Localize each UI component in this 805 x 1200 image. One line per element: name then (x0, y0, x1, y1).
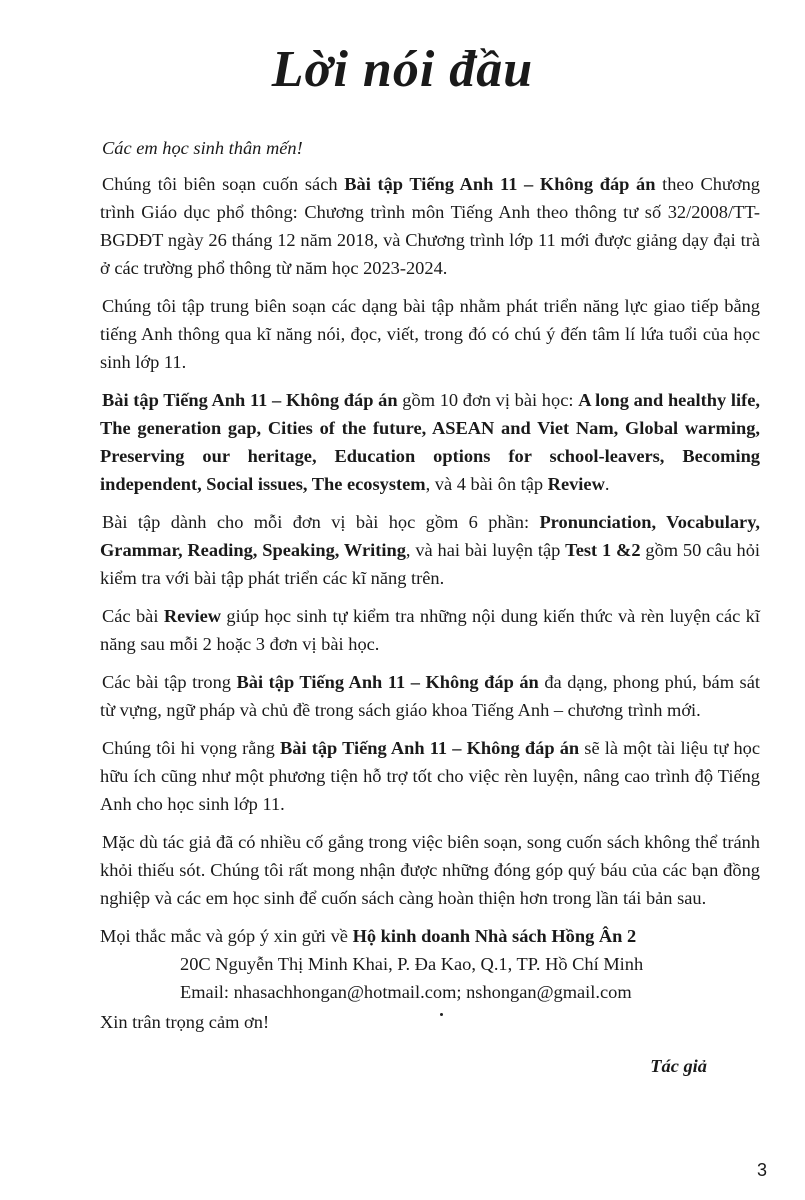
paragraph-5 (100, 602, 760, 658)
book-title-bold: Bài tập Tiếng Anh 11 – Không đáp án (344, 174, 656, 194)
test-bold: Test 1 &2 (565, 540, 641, 560)
unit-list-bold: A long and healthy life, The generation gap, Cities of the future, ASEAN and Viet Nam, Global warming, Preserving our heritage, Education options for school-leavers, Becoming independent, Social issues, The ecosystem (100, 390, 761, 494)
paragraph-6 (100, 668, 760, 724)
paragraph-1 (100, 170, 760, 282)
paragraph-3 (100, 386, 760, 498)
contact-intro-text: Mọi thắc mắc và góp ý xin gửi về (100, 926, 353, 946)
page-number: 3 (756, 1160, 767, 1180)
paragraph-6-text-a: Các bài tập trong (102, 672, 237, 692)
greeting: Các em học sinh thân mến! (102, 138, 303, 158)
paragraph-5-text-a: Các bài (102, 606, 164, 626)
book-title-bold: Bài tập Tiếng Anh 11 – Không đáp án (102, 390, 398, 410)
paragraph-3-text-f: . (604, 474, 610, 494)
page-title: Lời nói đầu (271, 41, 534, 98)
preface-body (100, 134, 760, 1036)
paragraph-4-text-e: gồm 50 câu hỏi kiểm tra với bài tập phát triển các kĩ năng trên. (100, 540, 760, 588)
contact-intro (100, 922, 760, 950)
paragraph-8: Mặc dù tác giả đã có nhiều cố gắng trong việc biên soạn, song cuốn sách không thể tránh khỏi thiếu sót. Chúng tôi rất mong nhận được những đóng góp quý báu của các bạn đồng nghiệp và các em học sinh để cuốn sách càng hoàn thiện hơn trong lần tái bản sau. (100, 832, 760, 908)
publisher-name: Hộ kinh doanh Nhà sách Hồng Ân 2 (352, 926, 637, 946)
paragraph-3-text-b: gồm 10 đơn vị bài học: (397, 390, 579, 410)
paragraph-3-text-d: , và 4 bài ôn tập (425, 474, 548, 494)
author-signature: Tác giả (650, 1056, 707, 1076)
paragraph-7 (100, 734, 760, 818)
paragraph-7-text-a: Chúng tôi hi vọng rằng (102, 738, 280, 758)
book-title-bold: Bài tập Tiếng Anh 11 – Không đáp án (279, 738, 580, 758)
review-bold: Review (547, 474, 605, 494)
paragraph-4-text-a: Bài tập dành cho mỗi đơn vị bài học gồm 6 phần: (102, 512, 540, 532)
publisher-email: Email: nhasachhongan@hotmail.com; nshongan@gmail.com (180, 982, 632, 1002)
paragraph-2: Chúng tôi tập trung biên soạn các dạng bài tập nhằm phát triển năng lực giao tiếp bằng tiếng Anh thông qua kĩ năng nói, đọc, viết, trong đó có chú ý đến tâm lí lứa tuổi của học sinh lớp 11. (100, 296, 760, 372)
book-title-bold: Bài tập Tiếng Anh 11 – Không đáp án (236, 672, 539, 692)
paragraph-1-text-c: theo Chương trình Giáo dục phổ thông: Chương trình môn Tiếng Anh theo thông tư số 32/2008/TT-BGDĐT ngày 26 tháng 12 năm 2018, và Chương trình lớp 11 mới được giảng dạy đại trà ở các trường phổ thông từ năm học 2023-2024. (100, 174, 760, 278)
skills-list-bold: Pronunciation, Vocabulary, Grammar, Reading, Speaking, Writing (100, 512, 760, 560)
paragraph-4-text-c: , và hai bài luyện tập (405, 540, 566, 560)
paragraph-5-text-c: giúp học sinh tự kiểm tra những nội dung kiến thức và rèn luyện các kĩ năng sau mỗi 2 hoặc 3 đơn vị bài học. (100, 606, 760, 654)
thanks-line: Xin trân trọng cảm ơn! (100, 1012, 270, 1032)
publisher-address: 20C Nguyễn Thị Minh Khai, P. Đa Kao, Q.1, TP. Hồ Chí Minh (180, 954, 644, 974)
paragraph-6-text-c: đa dạng, phong phú, bám sát từ vựng, ngữ pháp và chủ đề trong sách giáo khoa Tiếng Anh – chương trình mới. (100, 672, 760, 720)
paragraph-4 (100, 508, 760, 592)
review-bold: Review (163, 606, 222, 626)
paragraph-7-text-c: sẽ là một tài liệu tự học hữu ích cũng như một phương tiện hỗ trợ tốt cho việc rèn luyện, nâng cao trình độ Tiếng Anh cho học sinh lớp 11. (100, 738, 760, 814)
paragraph-1-text-a: Chúng tôi biên soạn cuốn sách (102, 174, 345, 194)
scan-speck (440, 1013, 443, 1016)
